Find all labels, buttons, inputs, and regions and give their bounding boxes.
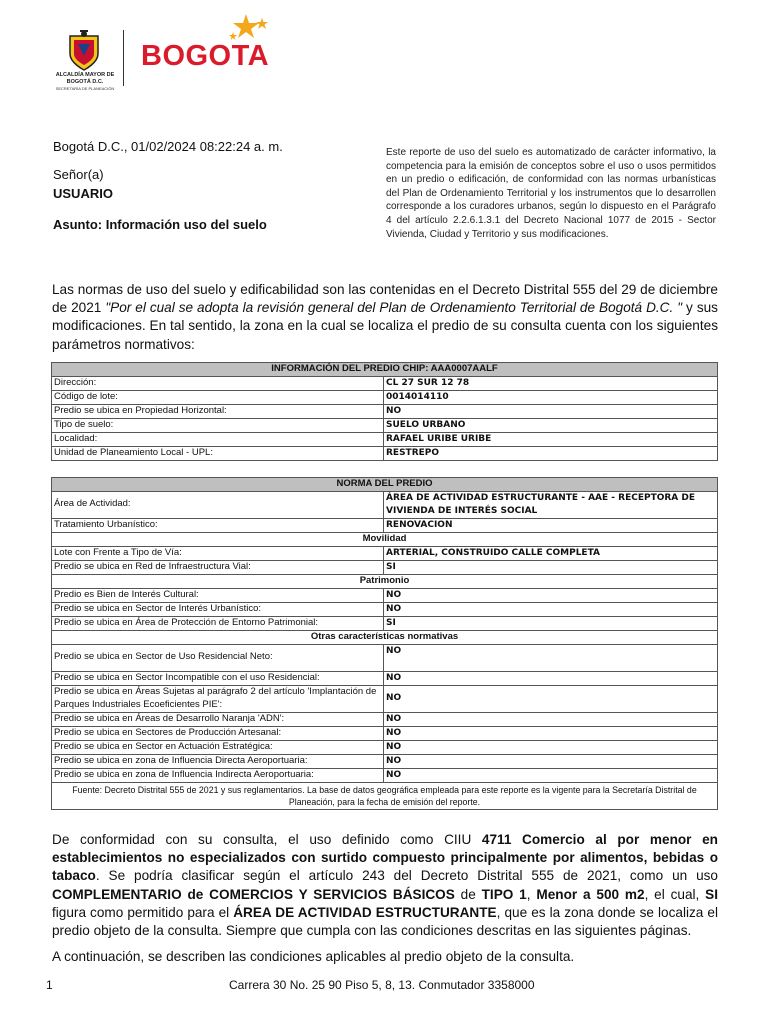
row-value: NO [384, 726, 718, 740]
predio-info-table [51, 362, 718, 461]
row-value: ÁREA DE ACTIVIDAD ESTRUCTURANTE - AAE - RECEPTORA DE VIVIENDA DE INTERÉS SOCIAL [384, 491, 718, 518]
decree-title-quote: "Por el cual se adopta la revisión general del Plan de Ordenamiento Territorial de Bogotá D.C. " [105, 300, 683, 316]
salutation: Señor(a) [53, 167, 104, 182]
conclusion-paragraph [52, 831, 718, 940]
table-row [52, 712, 718, 726]
otras-section-title: Otras características normativas [52, 630, 718, 644]
row-label: Predio se ubica en zona de Influencia Directa Aeroportuaria: [52, 754, 384, 768]
logo-divider [123, 30, 124, 86]
conclusion-text: . Se podría clasificar según el artículo 243 del Decreto Distrital 555 de 2021, como un uso [95, 868, 718, 884]
ciiu-activity: 4711 Comercio al por menor en establecimientos no especializados con surtido compuesto principalmente por alimentos, bebidas o tabaco [52, 832, 718, 884]
norma-predio-table [51, 477, 718, 810]
row-value: RAFAEL URIBE URIBE [384, 432, 718, 446]
row-value: 0014014110 [384, 390, 718, 404]
table-row [52, 390, 718, 404]
table-row [52, 404, 718, 418]
row-value: ARTERIAL, CONSTRUIDO CALLE COMPLETA [384, 546, 718, 560]
table-row [52, 644, 718, 671]
table-row [52, 616, 718, 630]
permitted-flag: SI [705, 886, 718, 902]
footer-address: Carrera 30 No. 25 90 Piso 5, 8, 13. Conmutador 3358000 [229, 978, 535, 992]
row-value: NO [384, 740, 718, 754]
table-row [52, 446, 718, 460]
use-type: TIPO 1 [481, 886, 527, 902]
disclaimer-text: Este reporte de uso del suelo es automatizado de carácter informativo, la competencia para la emisión de conceptos sobre el uso o usos permitidos en un predio o edificación, de conformidad con las normas urbanísticas del Plan de Ordenamiento Territorial y los instrumentos que lo desarrollen corresponde a los curadores urbanos, según lo dispuesto en el Parágrafo 4 del artículo 2.2.6.1.3.1 del Decreto Nacional 1077 de 2015 - Sector Vivienda, Ciudad y Territorio y sus modificaciones. [386, 147, 716, 240]
row-value: CL 27 SUR 12 78 [384, 376, 718, 390]
patrimonio-section-title: Patrimonio [52, 574, 718, 588]
row-value: NO [384, 671, 718, 685]
row-label: Dirección: [52, 376, 384, 390]
row-value: RENOVACION [384, 518, 718, 532]
table-row [52, 726, 718, 740]
row-label: Predio se ubica en Sector de Uso Residencial Neto: [52, 644, 384, 671]
table-row [52, 560, 718, 574]
page-number: 1 [46, 978, 53, 992]
row-label: Código de lote: [52, 390, 384, 404]
row-value: NO [384, 712, 718, 726]
bogota-coat-of-arms-icon [66, 30, 102, 72]
row-label: Lote con Frente a Tipo de Vía: [52, 546, 384, 560]
row-value: NO [384, 588, 718, 602]
secretaria-name: SECRETARÍA DE PLANEACIÓN [55, 86, 115, 91]
table-row [52, 432, 718, 446]
row-label: Predio es Bien de Interés Cultural: [52, 588, 384, 602]
subject: Asunto: Información uso del suelo [53, 217, 267, 232]
conclusion-text: , el cual, [644, 886, 706, 902]
row-label: Tratamiento Urbanístico: [52, 518, 384, 532]
movilidad-section-title: Movilidad [52, 532, 718, 546]
row-label: Área de Actividad: [52, 491, 384, 518]
table-row [52, 754, 718, 768]
table-row [52, 376, 718, 390]
alcaldia-name: ALCALDÍA MAYOR DE BOGOTÁ D.C. [55, 72, 115, 85]
conclusion-text: de [454, 886, 482, 902]
table-row [52, 685, 718, 712]
activity-area: ÁREA DE ACTIVIDAD ESTRUCTURANTE [233, 904, 497, 920]
row-label: Unidad de Planeamiento Local - UPL: [52, 446, 384, 460]
recipient: USUARIO [53, 186, 113, 201]
table-row [52, 518, 718, 532]
use-scale: Menor a 500 m2 [536, 886, 645, 902]
conclusion-text: , [526, 886, 537, 902]
row-value: SI [384, 560, 718, 574]
row-value: NO [384, 754, 718, 768]
conclusion-text: De conformidad con su consulta, el uso definido como CIIU [52, 832, 482, 847]
table-row [52, 491, 718, 518]
row-value: SI [384, 616, 718, 630]
norma-table-title: NORMA DEL PREDIO [52, 478, 718, 492]
row-value: SUELO URBANO [384, 418, 718, 432]
row-label: Predio se ubica en Áreas Sujetas al parágrafo 2 del artículo 'Implantación de Parques Industriales Ecoeficientes PIE': [52, 685, 384, 712]
row-value: NO [384, 602, 718, 616]
bogota-stars-icon [224, 12, 268, 48]
row-value: NO [384, 644, 718, 671]
row-value: NO [384, 685, 718, 712]
table-row [52, 671, 718, 685]
row-label: Predio se ubica en Propiedad Horizontal: [52, 404, 384, 418]
row-label: Localidad: [52, 432, 384, 446]
continuation-text: A continuación, se describen las condiciones aplicables al predio objeto de la consulta. [52, 949, 575, 964]
table-row [52, 602, 718, 616]
row-label: Predio se ubica en Sectores de Producción Artesanal: [52, 726, 384, 740]
table-row [52, 546, 718, 560]
intro-text-a: Las normas de uso del suelo y edificabilidad son las contenidas en el Decreto Distrital 555 del 29 de diciembre de 2021 [52, 282, 718, 316]
row-label: Tipo de suelo: [52, 418, 384, 432]
use-classification: COMPLEMENTARIO de COMERCIOS Y SERVICIOS BÁSICOS [52, 886, 455, 902]
source-note: Fuente: Decreto Distrital 555 de 2021 y sus reglamentarios. La base de datos geográfica empleada para este reporte es la vigente para la Secretaría Distrital de Planeación, para la fecha de emisión del reporte. [52, 782, 718, 809]
conclusion-text: , que es la zona donde se localiza el predio objeto de la consulta. Siempre que cumpla con las condiciones descritas en las siguientes páginas. [52, 904, 719, 939]
row-value: RESTREPO [384, 446, 718, 460]
predio-table-title: INFORMACIÓN DEL PREDIO CHIP: AAA0007AALF [52, 363, 718, 377]
row-label: Predio se ubica en Sector en Actuación Estratégica: [52, 740, 384, 754]
date-line: Bogotá D.C., 01/02/2024 08:22:24 a. m. [53, 139, 283, 154]
table-row [52, 418, 718, 432]
row-label: Predio se ubica en Áreas de Desarrollo Naranja 'ADN': [52, 712, 384, 726]
table-row [52, 588, 718, 602]
row-label: Predio se ubica en Área de Protección de Entorno Patrimonial: [52, 616, 384, 630]
row-label: Predio se ubica en zona de Influencia Indirecta Aeroportuaria: [52, 768, 384, 782]
intro-text-b: y sus modificaciones. En tal sentido, la zona en la cual se localiza el predio de su consulta cuenta con los siguientes parámetros normativos: [52, 300, 718, 352]
conclusion-text: figura como permitido para el [52, 904, 234, 920]
row-label: Predio se ubica en Sector de Interés Urbanístico: [52, 602, 384, 616]
intro-paragraph [52, 281, 718, 354]
row-value: NO [384, 768, 718, 782]
table-row [52, 740, 718, 754]
row-label: Predio se ubica en Red de Infraestructura Vial: [52, 560, 384, 574]
row-value: NO [384, 404, 718, 418]
row-label: Predio se ubica en Sector Incompatible con el uso Residencial: [52, 671, 384, 685]
bogota-logo-text: BOGOTA [141, 40, 270, 72]
table-row [52, 768, 718, 782]
